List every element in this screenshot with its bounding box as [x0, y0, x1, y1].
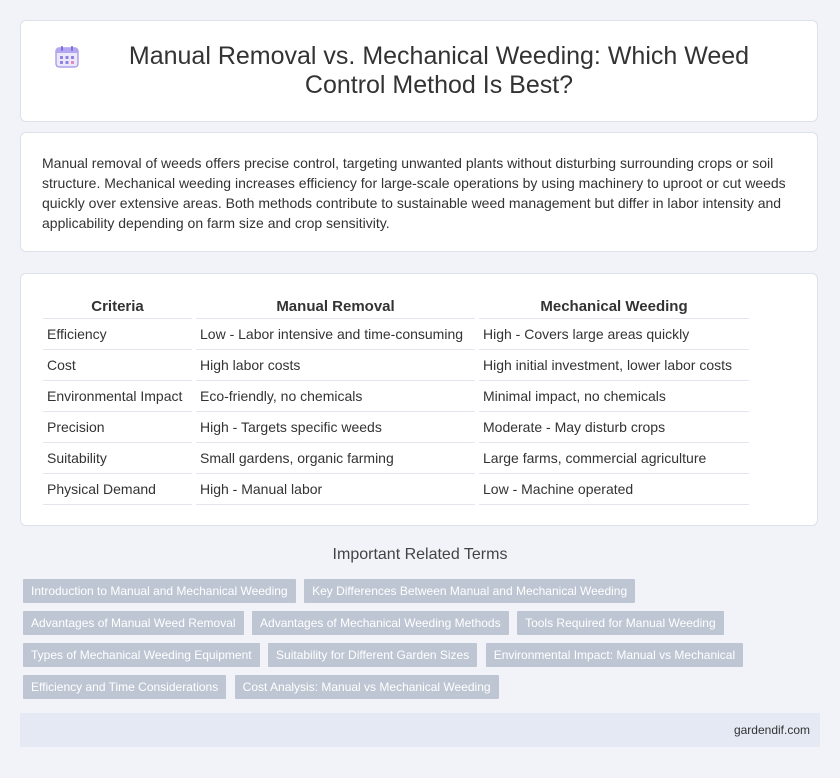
related-tag-link[interactable]: Advantages of Manual Weed Removal: [23, 611, 244, 635]
header-card: [20, 20, 818, 122]
table-cell: Low - Labor intensive and time-consuming: [196, 319, 475, 350]
calendar-icon: [54, 45, 80, 69]
table-row: [43, 443, 749, 474]
column-header-criteria: Criteria: [43, 296, 192, 319]
header-inner: [24, 42, 814, 100]
table-cell: Physical Demand: [43, 474, 192, 505]
comparison-table: [39, 296, 753, 505]
column-header-mechanical: Mechanical Weeding: [479, 296, 749, 319]
table-cell: High - Covers large areas quickly: [479, 319, 749, 350]
table-cell: High initial investment, lower labor costs: [479, 350, 749, 381]
table-cell: High - Targets specific weeds: [196, 412, 475, 443]
related-tag-link[interactable]: Tools Required for Manual Weeding: [517, 611, 724, 635]
page-title: Manual Removal vs. Mechanical Weeding: Which Weed Control Method Is Best?: [128, 42, 750, 99]
table-cell: Precision: [43, 412, 192, 443]
related-tag-link[interactable]: Suitability for Different Garden Sizes: [268, 643, 477, 667]
table-cell: High - Manual labor: [196, 474, 475, 505]
table-row: [43, 474, 749, 505]
intro-card: [20, 132, 818, 252]
related-tag-link[interactable]: Introduction to Manual and Mechanical Weeding: [23, 579, 296, 603]
related-terms-title: Important Related Terms: [332, 546, 508, 563]
table-row: [43, 319, 749, 350]
related-tags: [23, 579, 823, 707]
table-header-row: [43, 296, 749, 319]
related-tag-link[interactable]: Efficiency and Time Considerations: [23, 675, 226, 699]
table-cell: Large farms, commercial agriculture: [479, 443, 749, 474]
table-row: [43, 350, 749, 381]
table-cell: Low - Machine operated: [479, 474, 749, 505]
related-tag-link[interactable]: Key Differences Between Manual and Mechanical Weeding: [304, 579, 635, 603]
footer-site-link[interactable]: gardendif.com: [733, 723, 810, 737]
table-cell: Moderate - May disturb crops: [479, 412, 749, 443]
related-tag-link[interactable]: Cost Analysis: Manual vs Mechanical Weeding: [235, 675, 499, 699]
footer-bar: [20, 713, 820, 747]
table-cell: Small gardens, organic farming: [196, 443, 475, 474]
table-cell: Minimal impact, no chemicals: [479, 381, 749, 412]
table-cell: Eco-friendly, no chemicals: [196, 381, 475, 412]
comparison-table-card: [20, 273, 818, 526]
related-tag-link[interactable]: Types of Mechanical Weeding Equipment: [23, 643, 260, 667]
table-cell: Cost: [43, 350, 192, 381]
related-tag-link[interactable]: Environmental Impact: Manual vs Mechanical: [486, 643, 743, 667]
table-row: [43, 381, 749, 412]
table-row: [43, 412, 749, 443]
related-tag-link[interactable]: Advantages of Mechanical Weeding Methods: [252, 611, 509, 635]
column-header-manual: Manual Removal: [196, 296, 475, 319]
table-cell: Suitability: [43, 443, 192, 474]
intro-paragraph: Manual removal of weeds offers precise control, targeting unwanted plants without disturbing surrounding crops or soil structure. Mechanical weeding increases efficiency for large-scale operations by using machinery to uproot or cut weeds quickly over extensive areas. Both methods contribute to sustainable weed management but differ in labor intensity and applicability depending on farm size and crop sensitivity.: [42, 155, 786, 231]
table-cell: Efficiency: [43, 319, 192, 350]
table-cell: Environmental Impact: [43, 381, 192, 412]
table-cell: High labor costs: [196, 350, 475, 381]
